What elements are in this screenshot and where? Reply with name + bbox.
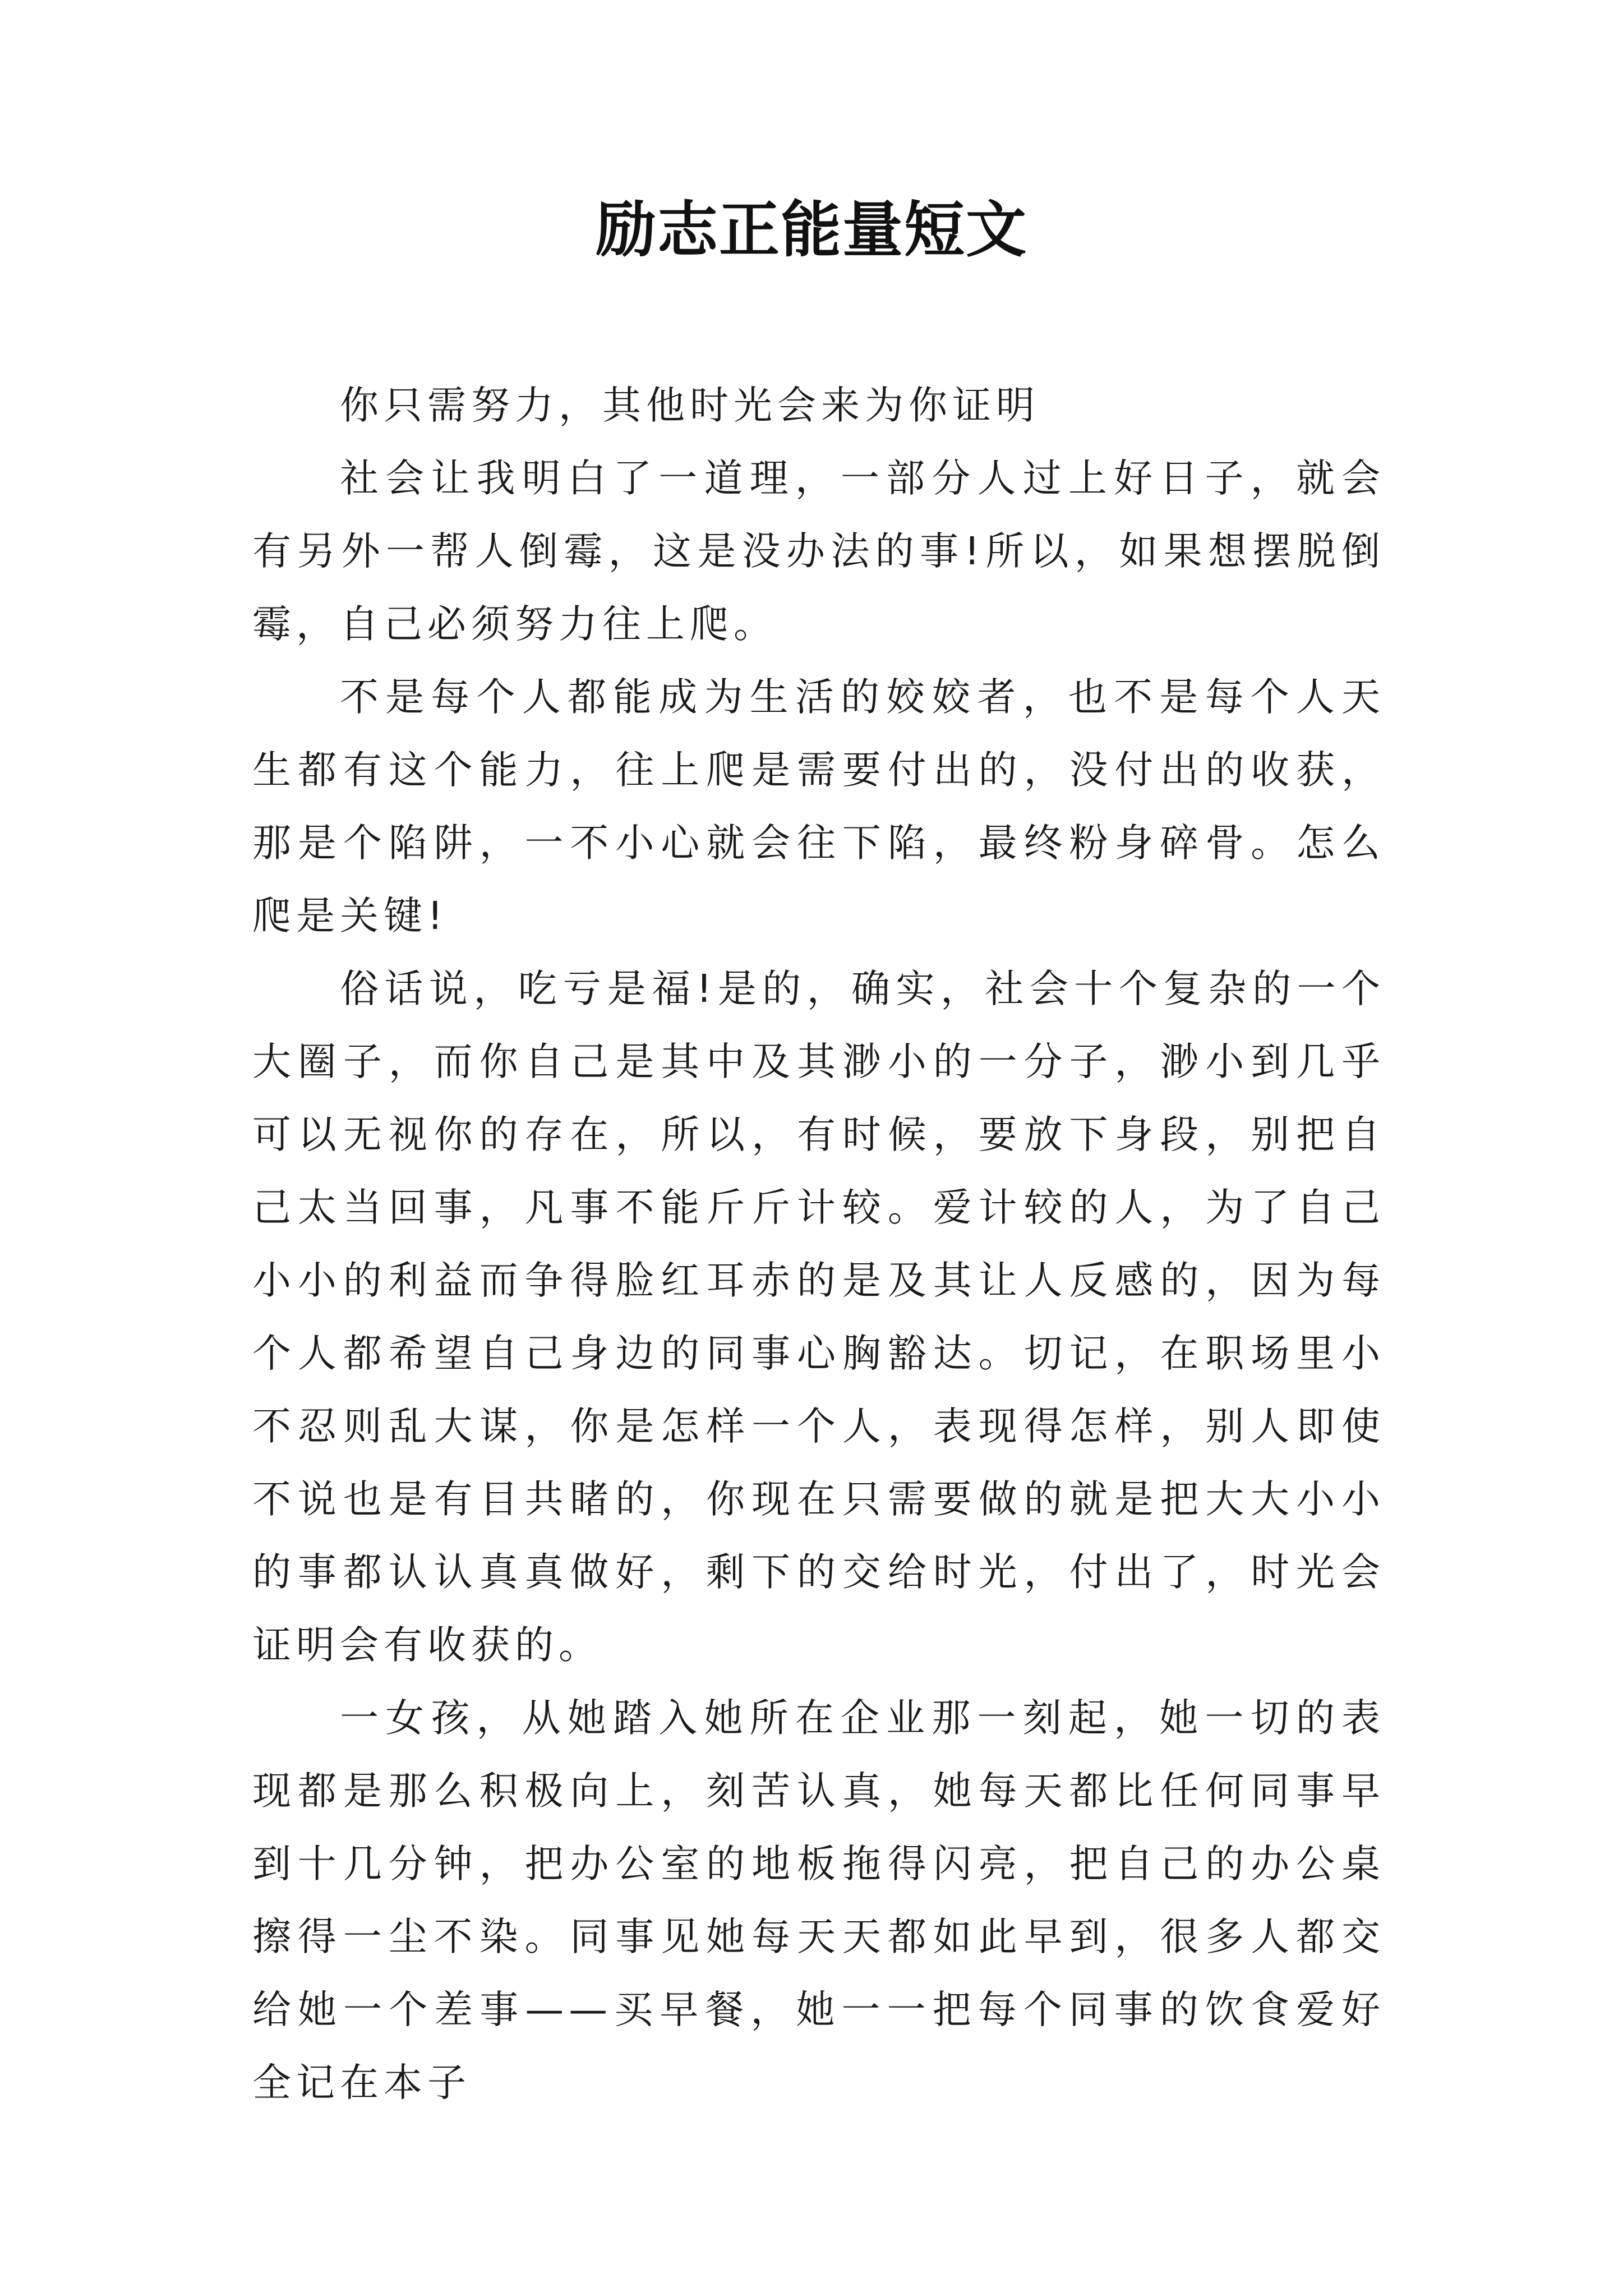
paragraph: 俗话说，吃亏是福!是的，确实，社会十个复杂的一个大圈子，而你自己是其中及其渺小的一分子，渺小到几乎可以无视你的存在，所以，有时候，要放下身段，别把自己太当回事，凡事不能斤斤计较。爱计较的人，为了自己小小的利益而争得脸红耳赤的是及其让人反感的，因为每个人都希望自己身边的同事心胸豁达。切记，在职场里小不忍则乱大谋，你是怎样一个人，表现得怎样，别人即使不说也是有目共睹的，你现在只需要做的就是把大大小小的事都认认真真做好，剩下的交给时光，付出了，时光会证明会有收获的。 <box>252 967 1385 1668</box>
paragraph: 一女孩，从她踏入她所在企业那一刻起，她一切的表现都是那么积极向上，刻苦认真，她每天都比任何同事早到十几分钟，把办公室的地板拖得闪亮，把自己的办公桌擦得一尘不染。同事见她每天天都如此早到，很多人都交给她一个差事——买早餐，她一一把每个同事的饮食爱好全记在本子 <box>252 1696 1385 2105</box>
paragraph: 你只需努力，其他时光会来为你证明 <box>340 383 1040 428</box>
document-body <box>252 369 1385 2119</box>
paragraph: 不是每个人都能成为生活的姣姣者，也不是每个人天生都有这个能力，往上爬是需要付出的，没付出的收获，那是个陷阱，一不小心就会往下陷，最终粉身碎骨。怎么爬是关键! <box>252 675 1385 938</box>
document-title: 励志正能量短文 <box>595 195 1027 265</box>
paragraph: 社会让我明白了一道理，一部分人过上好日子，就会有另外一帮人倒霉，这是没办法的事!所以，如果想摆脱倒霉，自己必须努力往上爬。 <box>252 456 1385 647</box>
